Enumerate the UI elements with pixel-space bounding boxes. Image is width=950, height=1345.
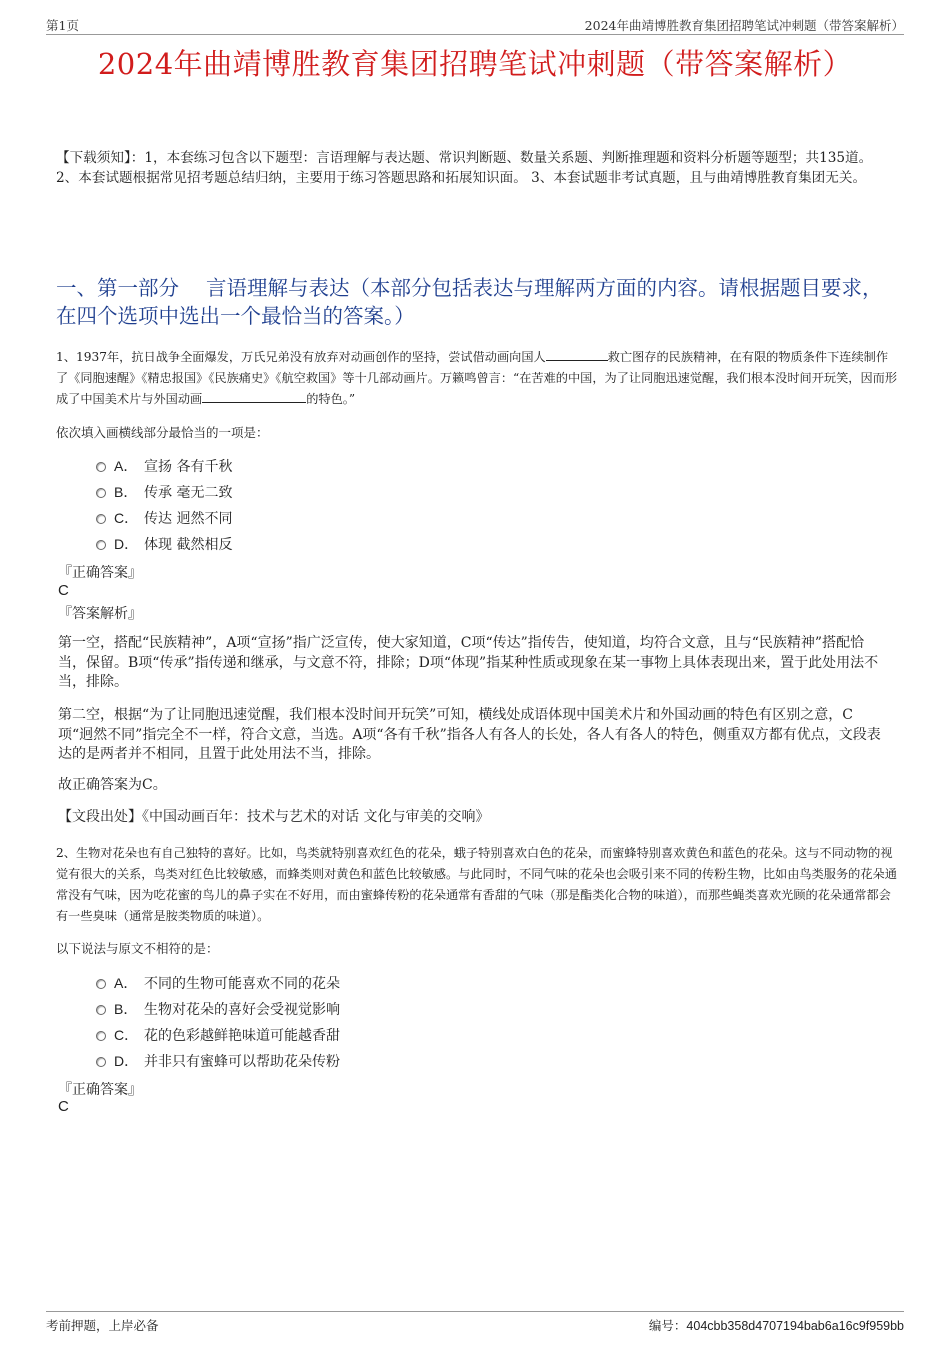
q1-analysis-paragraph-2: 第二空，根据“为了让同胞迅速觉醒，我们根本没时间开玩笑”可知，横线处成语体现中国美术片和外国动画的特色有区别之意，C项“迥然不同”指完全不一样，符合文意，当选。A项“各有千秋”指各人有各人的长处，各人有各人的特色，侧重双方都有优点，文段表达的是两者并不相同，且置于此处用法不当，排除。 (58, 707, 881, 762)
q1-option-d[interactable] (96, 534, 232, 554)
q2-option-b[interactable] (96, 999, 340, 1019)
question-1-stem-part-a: 1、1937年，抗日战争全面爆发，万氏兄弟没有放弃对动画创作的坚持，尝试借动画向国人 (56, 350, 546, 364)
footer-code (649, 1316, 904, 1334)
question-1-stem-part-c: 的特色。” (306, 392, 356, 406)
footer-slogan: 考前押题，上岸必备 (46, 1318, 159, 1333)
q1-analysis-label: 『答案解析』 (58, 606, 142, 622)
page-header (46, 14, 904, 35)
option-letter: D． (114, 536, 139, 552)
q1-conclusion: 故正确答案为C。 (58, 777, 167, 793)
q1-option-b[interactable] (96, 482, 232, 502)
page-number: 第1页 (46, 18, 79, 33)
radio-icon[interactable] (96, 514, 106, 524)
fill-blank-2 (202, 390, 306, 403)
document-title: 2024年曲靖博胜教育集团招聘笔试冲刺题（带答案解析） (97, 47, 853, 81)
option-text: 生物对花朵的喜好会受视觉影响 (144, 1002, 340, 1018)
q1-source: 【文段出处】《中国动画百年：技术与艺术的对话 文化与审美的交响》 (58, 809, 490, 825)
q1-answer: C (58, 582, 69, 599)
radio-icon[interactable] (96, 1005, 106, 1015)
q2-option-d[interactable] (96, 1051, 340, 1071)
footer-code-label: 编号： (648, 1318, 687, 1333)
radio-icon[interactable] (96, 1031, 106, 1041)
radio-icon[interactable] (96, 979, 106, 989)
fill-blank-1 (546, 348, 608, 361)
q1-answer-label: 『正确答案』 (58, 565, 142, 581)
radio-icon[interactable] (96, 462, 106, 472)
q2-option-c[interactable] (96, 1025, 340, 1045)
q2-option-a[interactable] (96, 973, 340, 993)
option-letter: B． (114, 484, 138, 500)
page-footer (46, 1311, 904, 1336)
option-letter: B． (114, 1001, 138, 1017)
question-1-stem-part-b: 救亡图存的民族精神，在有限的物质条件下连续制作了《同胞速醒》《精忠报国》《民族痛史》《航空救国》等十几部动画片。万籁鸣曾言：“在苦难的中国，为了让同胞迅速觉醒，我们根本没时间开玩笑，因而形成了中国美术片与外国动画 (56, 350, 898, 406)
q1-analysis-paragraph-1: 第一空，搭配“民族精神”，A项“宣扬”指广泛宣传，使大家知道，C项“传达”指传告，使知道，均符合文意，且与“民族精神”搭配恰当，保留。B项“传承”指传递和继承，与文意不符，排除；D项“体现”指某种性质或现象在某一事物上具体表现出来，置于此处用法不当，排除。 (58, 635, 879, 690)
option-letter: A． (114, 975, 138, 991)
option-letter: C． (114, 1027, 139, 1043)
option-text: 体现 截然相反 (144, 537, 233, 553)
question-1-stem (56, 347, 898, 410)
option-text: 传达 迥然不同 (144, 511, 233, 527)
radio-icon[interactable] (96, 488, 106, 498)
header-doc-title: 2024年曲靖博胜教育集团招聘笔试冲刺题（带答案解析） (584, 18, 904, 33)
radio-icon[interactable] (96, 540, 106, 550)
section-heading: 一、第一部分 言语理解与表达（本部分包括表达与理解两方面的内容。请根据题目要求，在四个选项中选出一个最恰当的答案。） (56, 276, 883, 328)
option-text: 传承 毫无二致 (144, 485, 233, 501)
option-text: 宣扬 各有千秋 (144, 459, 233, 475)
q1-option-a[interactable] (96, 456, 232, 476)
option-text: 不同的生物可能喜欢不同的花朵 (144, 976, 340, 992)
q1-option-c[interactable] (96, 508, 232, 528)
question-2-prompt: 以下说法与原文不相符的是： (56, 941, 219, 956)
footer-code-value: 404cbb358d4707194bab6a16c9f959bb (686, 1319, 904, 1333)
option-text: 并非只有蜜蜂可以帮助花朵传粉 (144, 1054, 340, 1070)
question-1-prompt: 依次填入画横线部分最恰当的一项是： (56, 425, 269, 440)
q2-answer-label: 『正确答案』 (58, 1082, 142, 1098)
option-letter: C． (114, 510, 139, 526)
option-letter: A． (114, 458, 138, 474)
option-text: 花的色彩越鲜艳味道可能越香甜 (144, 1028, 340, 1044)
option-letter: D． (114, 1053, 139, 1069)
radio-icon[interactable] (96, 1057, 106, 1067)
download-notice: 【下载须知】：1，本套练习包含以下题型：言语理解与表达题、常识判断题、数量关系题、判断推理题和资料分析题等题型；共135道。 2、本套试题根据常见招考题总结归纳，主要用于练习答题思路和拓展知识面。 3、本套试题非考试真题，且与曲靖博胜教育集团无关。 (56, 150, 873, 186)
question-2-stem: 2、生物对花朵也有自己独特的喜好。比如，鸟类就特别喜欢红色的花朵，蛾子特别喜欢白色的花朵，而蜜蜂特别喜欢黄色和蓝色的花朵。这与不同动物的视觉有很大的关系，鸟类对红色比较敏感，而蜂类则对黄色和蓝色比较敏感。与此同时，不同气味的花朵也会吸引来不同的传粉生物，比如由鸟类服务的花朵通常没有气味，因为吃花蜜的鸟儿的鼻子实在不好用，而由蜜蜂传粉的花朵通常有香甜的气味（那是酯类化合物的味道），而那些蝇类喜欢光顾的花朵通常都会有一些臭味（通常是胺类物质的味道）。 (56, 846, 897, 923)
q2-answer: C (58, 1098, 69, 1115)
